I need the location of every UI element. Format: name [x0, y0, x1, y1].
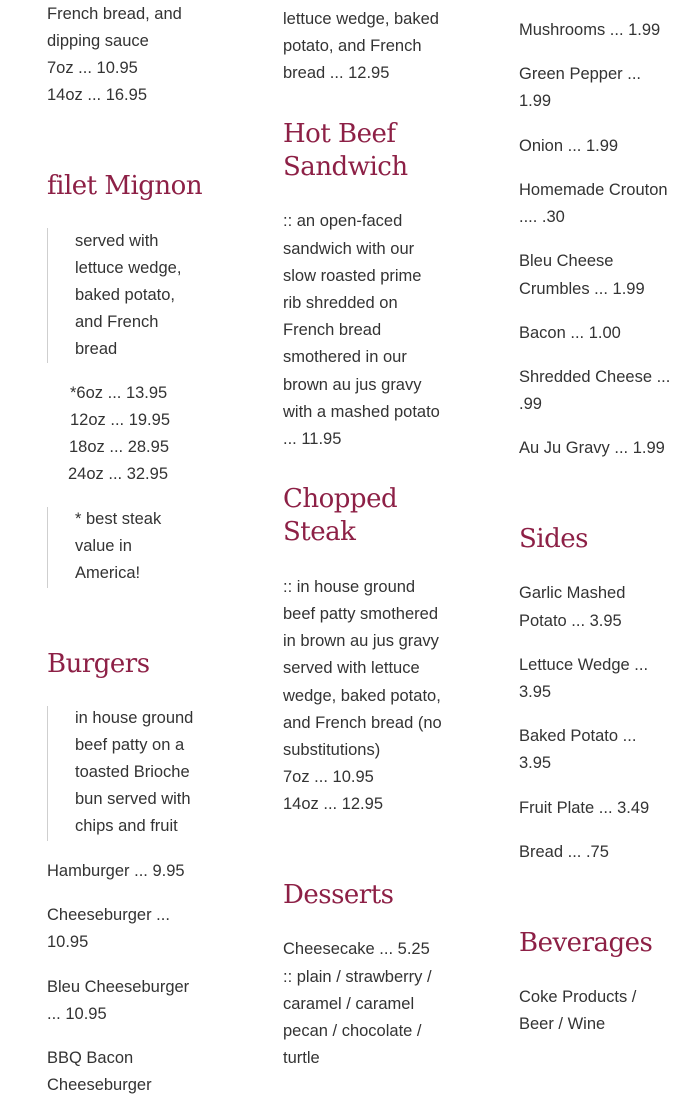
addon-bacon: Bacon ... 1.00	[519, 324, 621, 342]
menu-item-bbq-bacon-line2: Cheeseburger	[47, 1076, 152, 1094]
filet-desc-line: lettuce wedge,	[75, 259, 182, 277]
addon-homemade-crouton-price: .... .30	[519, 208, 565, 226]
menu-item-cheeseburger-price: 10.95	[47, 933, 89, 951]
frag-price: 14oz ... 16.95	[47, 86, 147, 104]
chopped-desc-line: beef patty smothered	[283, 605, 439, 623]
chopped-price: 7oz ... 10.95	[283, 768, 374, 786]
hot-beef-desc-line: slow roasted prime	[283, 267, 422, 285]
side-baked-potato: Baked Potato ...	[519, 727, 637, 745]
hot-beef-desc-line: French bread	[283, 321, 382, 339]
frag-desc-line: French bread, and	[47, 5, 182, 23]
addon-green-pepper: Green Pepper ...	[519, 65, 641, 83]
section-title-hot-beef-sandwich-line2: Sandwich	[283, 152, 408, 182]
filet-desc-line: and French	[75, 313, 159, 331]
side-fruit-plate: Fruit Plate ... 3.49	[519, 799, 650, 817]
dessert-line: turtle	[283, 1049, 320, 1067]
dessert-line: Cheesecake ... 5.25	[283, 940, 430, 958]
side-bread: Bread ... .75	[519, 843, 609, 861]
filet-desc-line: baked potato,	[75, 286, 175, 304]
side-baked-potato-price: 3.95	[519, 754, 552, 772]
burgers-desc-line: in house ground	[75, 709, 194, 727]
chopped-desc-line: :: in house ground	[283, 578, 416, 596]
burgers-desc-line: beef patty on a	[75, 736, 185, 754]
dessert-line: :: plain / strawberry /	[283, 968, 432, 986]
chopped-desc-line: wedge, baked potato,	[283, 687, 441, 705]
frag-desc-line: dipping sauce	[47, 32, 149, 50]
burgers-description-quote	[47, 706, 48, 841]
filet-desc-line: served with	[75, 232, 159, 250]
menu-item-bbq-bacon: BBQ Bacon	[47, 1049, 134, 1067]
chopped-desc-line: in brown au jus gravy	[283, 632, 439, 650]
hot-beef-desc-line: sandwich with our	[283, 240, 415, 258]
filet-price: 24oz ... 32.95	[68, 465, 168, 483]
burgers-desc-line: toasted Brioche	[75, 763, 190, 781]
beverage-line: Beer / Wine	[519, 1015, 606, 1033]
addon-green-pepper-price: 1.99	[519, 92, 552, 110]
menu-item-hamburger: Hamburger ... 9.95	[47, 862, 185, 880]
filet-price: *6oz ... 13.95	[70, 384, 168, 402]
addon-shredded-cheese: Shredded Cheese ...	[519, 368, 671, 386]
filet-desc-line: bread	[75, 340, 118, 358]
frag-desc-line: lettuce wedge, baked	[283, 10, 439, 28]
addon-bleu-cheese-price: Crumbles ... 1.99	[519, 280, 645, 298]
dessert-line: pecan / chocolate /	[283, 1022, 422, 1040]
filet-note-line: America!	[75, 564, 141, 582]
hot-beef-desc-line: :: an open-faced	[283, 212, 403, 230]
beverage-line: Coke Products /	[519, 988, 637, 1006]
addon-shredded-cheese-price: .99	[519, 395, 542, 413]
side-lettuce-wedge-price: 3.95	[519, 683, 552, 701]
addon-mushrooms: Mushrooms ... 1.99	[519, 21, 661, 39]
frag-price: 7oz ... 10.95	[47, 59, 138, 77]
filet-description-quote	[47, 228, 48, 363]
side-garlic-mashed: Garlic Mashed	[519, 584, 626, 602]
burgers-desc-line: chips and fruit	[75, 817, 178, 835]
filet-price: 12oz ... 19.95	[70, 411, 170, 429]
section-title-hot-beef-sandwich: Hot Beef	[283, 119, 396, 149]
section-title-desserts: Desserts	[283, 880, 394, 910]
hot-beef-desc-line: rib shredded on	[283, 294, 398, 312]
section-title-filet-mignon: filet Mignon	[47, 171, 203, 201]
filet-note-line: value in	[75, 537, 132, 555]
menu-item-cheeseburger: Cheeseburger ...	[47, 906, 170, 924]
hot-beef-desc-line: brown au jus gravy	[283, 376, 422, 394]
addon-homemade-crouton: Homemade Crouton	[519, 181, 668, 199]
filet-note-quote	[47, 507, 48, 588]
dessert-line: caramel / caramel	[283, 995, 415, 1013]
burgers-desc-line: bun served with	[75, 790, 191, 808]
menu-item-bleu-cheeseburger-price: ... 10.95	[47, 1005, 107, 1023]
filet-price: 18oz ... 28.95	[69, 438, 169, 456]
chopped-desc-line: and French bread (no	[283, 714, 442, 732]
chopped-desc-line: substitutions)	[283, 741, 381, 759]
section-title-burgers: Burgers	[47, 649, 150, 679]
section-title-sides: Sides	[519, 524, 588, 554]
frag-desc-line: potato, and French	[283, 37, 422, 55]
chopped-desc-line: served with lettuce	[283, 659, 420, 677]
addon-au-ju-gravy: Au Ju Gravy ... 1.99	[519, 439, 665, 457]
menu-item-bleu-cheeseburger: Bleu Cheeseburger	[47, 978, 190, 996]
chopped-price: 14oz ... 12.95	[283, 795, 383, 813]
addon-bleu-cheese: Bleu Cheese	[519, 252, 614, 270]
hot-beef-desc-line: with a mashed potato	[283, 403, 440, 421]
filet-note-line: * best steak	[75, 510, 162, 528]
frag-desc-line: bread ... 12.95	[283, 64, 390, 82]
hot-beef-price: ... 11.95	[283, 430, 342, 448]
section-title-beverages: Beverages	[519, 928, 653, 958]
side-lettuce-wedge: Lettuce Wedge ...	[519, 656, 649, 674]
hot-beef-desc-line: smothered in our	[283, 348, 407, 366]
addon-onion: Onion ... 1.99	[519, 137, 619, 155]
section-title-chopped-steak: Chopped	[283, 484, 398, 514]
side-garlic-mashed-price: Potato ... 3.95	[519, 612, 622, 630]
section-title-chopped-steak-line2: Steak	[283, 517, 356, 547]
